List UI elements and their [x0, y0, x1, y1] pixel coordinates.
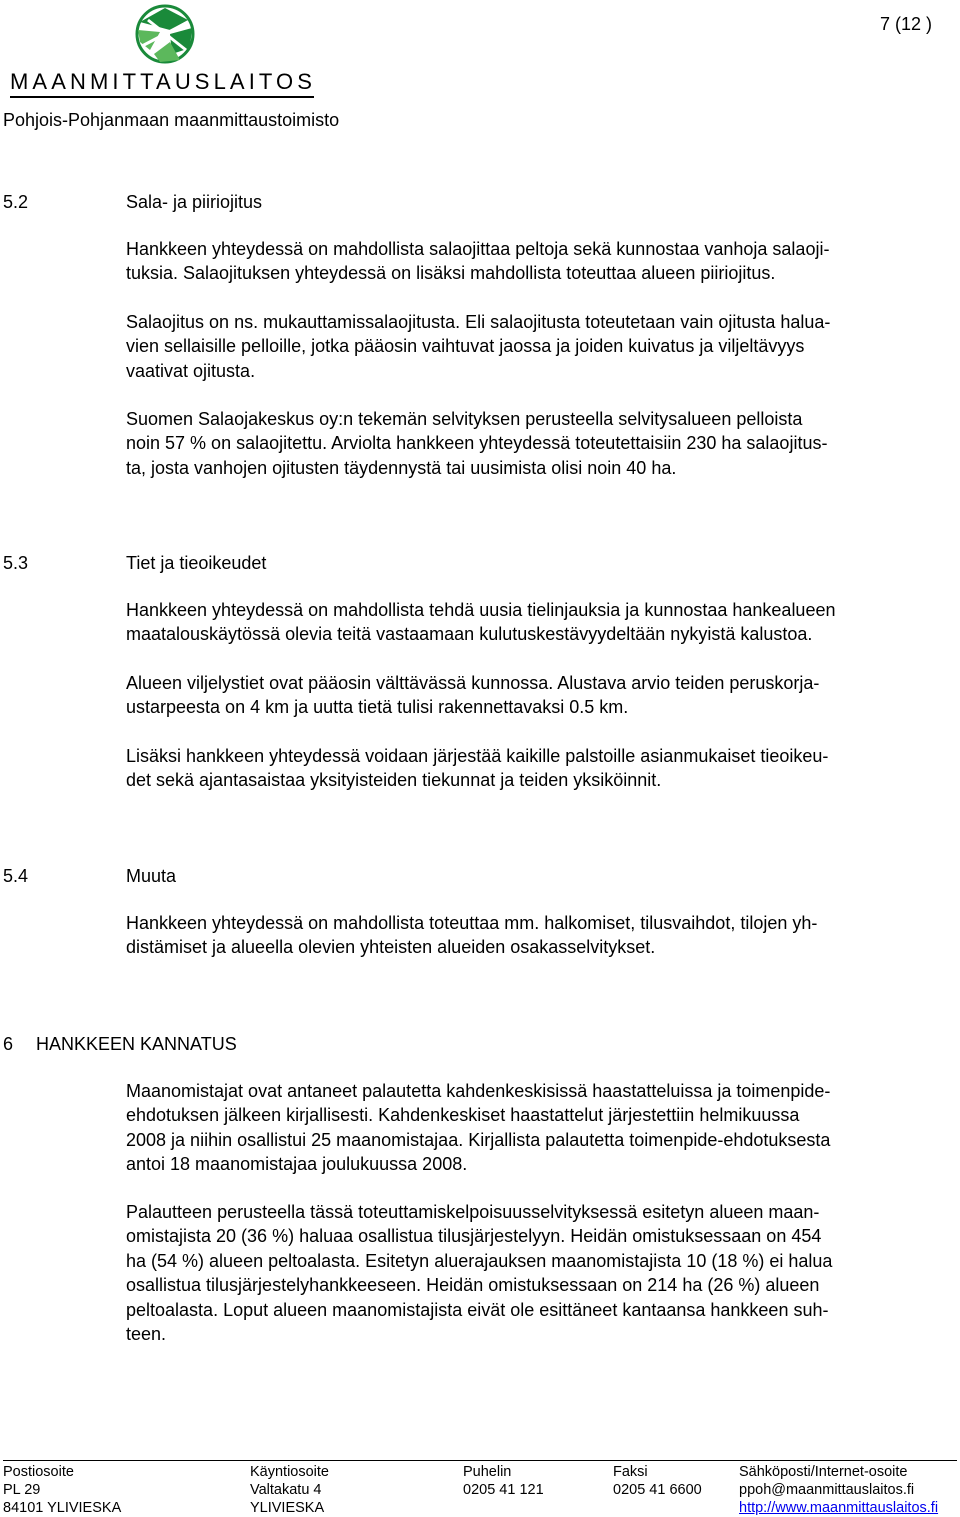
- footer-heading: Puhelin: [463, 1464, 512, 1480]
- maanmittauslaitos-logo-icon: [10, 2, 320, 72]
- text-line: ustarpeesta on 4 km ja uutta tietä tulisi rakennettavaksi 0.5 km.: [126, 697, 629, 718]
- text-line: peltoalasta. Loput alueen maanomistajista eivät ole esittäneet kantaansa hankkeen suh-: [126, 1299, 829, 1320]
- paragraph: [126, 407, 956, 480]
- text-line: Hankkeen yhteydessä on mahdollista salaojittaa peltoja sekä kunnostaa vanhoja salaoji-: [126, 239, 830, 259]
- footer-email[interactable]: ppoh@maanmittauslaitos.fi: [739, 1482, 915, 1498]
- footer-email-web: [739, 1463, 938, 1517]
- section-number: 6: [3, 1034, 14, 1054]
- text-line: Hankkeen yhteydessä on mahdollista toteuttaa mm. halkomiset, tilusvaihdot, tilojen yh-: [126, 913, 818, 933]
- text-line: distämiset ja alueella olevien yhteisten alueiden osakasselvitykset.: [126, 937, 656, 958]
- paragraph: [126, 310, 956, 383]
- footer-divider: [3, 1460, 957, 1461]
- paragraph: [126, 1200, 956, 1346]
- footer-heading: Sähköposti/Internet-osoite: [739, 1464, 908, 1480]
- section-number: 5.3: [3, 553, 29, 573]
- text-line: antoi 18 maanomistajaa joulukuussa 2008.: [126, 1154, 468, 1175]
- text-line: ehdotuksen jälkeen kirjallisesti. Kahdenkeskiset haastattelut järjestettiin helmikuussa: [126, 1105, 800, 1126]
- text-line: tuksia. Salaojituksen yhteydessä on lisäksi mahdollista toteuttaa alueen piiriojitus.: [126, 263, 776, 284]
- page-number: 7 (12 ): [879, 14, 932, 34]
- paragraph: [126, 671, 956, 720]
- text-line: 2008 ja niihin osallistui 25 maanomistajaa. Kirjallista palautetta toimenpide-ehdotuksesta: [126, 1129, 831, 1150]
- section-title: HANKKEEN KANNATUS: [36, 1034, 237, 1054]
- text-line: Hankkeen yhteydessä on mahdollista tehdä uusia tielinjauksia ja kunnostaa hankealueen: [126, 600, 836, 620]
- section-title: Muuta: [126, 866, 177, 886]
- text-line: Maanomistajat ovat antaneet palautetta kahdenkeskisissä haastatteluissa ja toimenpide-: [126, 1081, 831, 1101]
- text-line: ha (54 %) alueen peltoalasta. Esitetyn aluerajauksen maanomistajista 10 (18 %) ei halua: [126, 1250, 833, 1271]
- paragraph: [126, 598, 956, 647]
- footer-line: 0205 41 6600: [613, 1482, 702, 1498]
- text-line: osallistua tilusjärjestelyhankkeeseen. Heidän omistuksessaan on 214 ha (26 %) alueen: [126, 1275, 820, 1296]
- text-line: vien sellaisille pelloille, jotka pääosin vaihtuvat jaossa ja joiden kuivatus ja viljeltävyys: [126, 336, 805, 357]
- footer-postal-address: [3, 1463, 121, 1517]
- footer-fax: [613, 1463, 702, 1499]
- footer-line: PL 29: [3, 1482, 41, 1498]
- text-line: Palautteen perusteella tässä toteuttamiskelpoisuusselvityksessä esitetyn alueen maan-: [126, 1202, 820, 1222]
- footer-website-link[interactable]: http://www.maanmittauslaitos.fi: [739, 1500, 939, 1516]
- paragraph: [126, 237, 956, 286]
- paragraph: [126, 744, 956, 793]
- paragraph: [126, 1079, 956, 1177]
- text-line: det sekä ajantasaistaa yksityisteiden tiekunnat ja teiden yksiköinnit.: [126, 770, 662, 791]
- footer-heading: Faksi: [613, 1464, 648, 1480]
- footer-line: 84101 YLIVIESKA: [3, 1500, 122, 1516]
- footer-line: Valtakatu 4: [250, 1482, 322, 1498]
- text-line: Lisäksi hankkeen yhteydessä voidaan järjestää kaikille palstoille asianmukaiset tieoikeu-: [126, 746, 829, 766]
- text-line: omistajista 20 (36 %) haluaa osallistua tilusjärjestelyyn. Heidän omistuksessaan on 454: [126, 1226, 822, 1247]
- text-line: Alueen viljelystiet ovat pääosin välttävässä kunnossa. Alustava arvio teiden peruskorja-: [126, 673, 820, 693]
- section-title: Tiet ja tieoikeudet: [126, 553, 267, 573]
- footer-visiting-address: [250, 1463, 329, 1517]
- text-line: ta, josta vanhojen ojitusten täydennystä tai uusimista olisi noin 40 ha.: [126, 457, 677, 478]
- section-title: Sala- ja piiriojitus: [126, 192, 263, 212]
- text-line: Salaojitus on ns. mukauttamissalaojitusta. Eli salaojitusta toteutetaan vain ojitusta halua-: [126, 312, 831, 332]
- text-line: maatalouskäytössä olevia teitä vastaamaan kulutuskestävyydeltään nykyistä kalustoa.: [126, 624, 813, 645]
- footer-phone: [463, 1463, 544, 1499]
- logo-wordmark: MAANMITTAUSLAITOS: [10, 69, 317, 94]
- footer-heading: Postiosoite: [3, 1464, 74, 1480]
- text-line: vaativat ojitusta.: [126, 360, 256, 381]
- section-number: 5.4: [3, 866, 29, 886]
- text-line: Suomen Salaojakeskus oy:n tekemän selvityksen perusteella selvitysalueen pelloista: [126, 409, 803, 429]
- text-line: teen.: [126, 1324, 167, 1345]
- section-number: 5.2: [3, 192, 29, 212]
- paragraph: [126, 911, 956, 960]
- logo-underline: [10, 96, 314, 98]
- footer-line: YLIVIESKA: [250, 1500, 325, 1516]
- text-line: noin 57 % on salaojitettu. Arviolta hankkeen yhteydessä toteutettaisiin 230 ha salaojitus-: [126, 433, 828, 454]
- office-name: Pohjois-Pohjanmaan maanmittaustoimisto: [3, 110, 340, 130]
- footer-line: 0205 41 121: [463, 1482, 544, 1498]
- footer-heading: Käyntiosoite: [250, 1464, 329, 1480]
